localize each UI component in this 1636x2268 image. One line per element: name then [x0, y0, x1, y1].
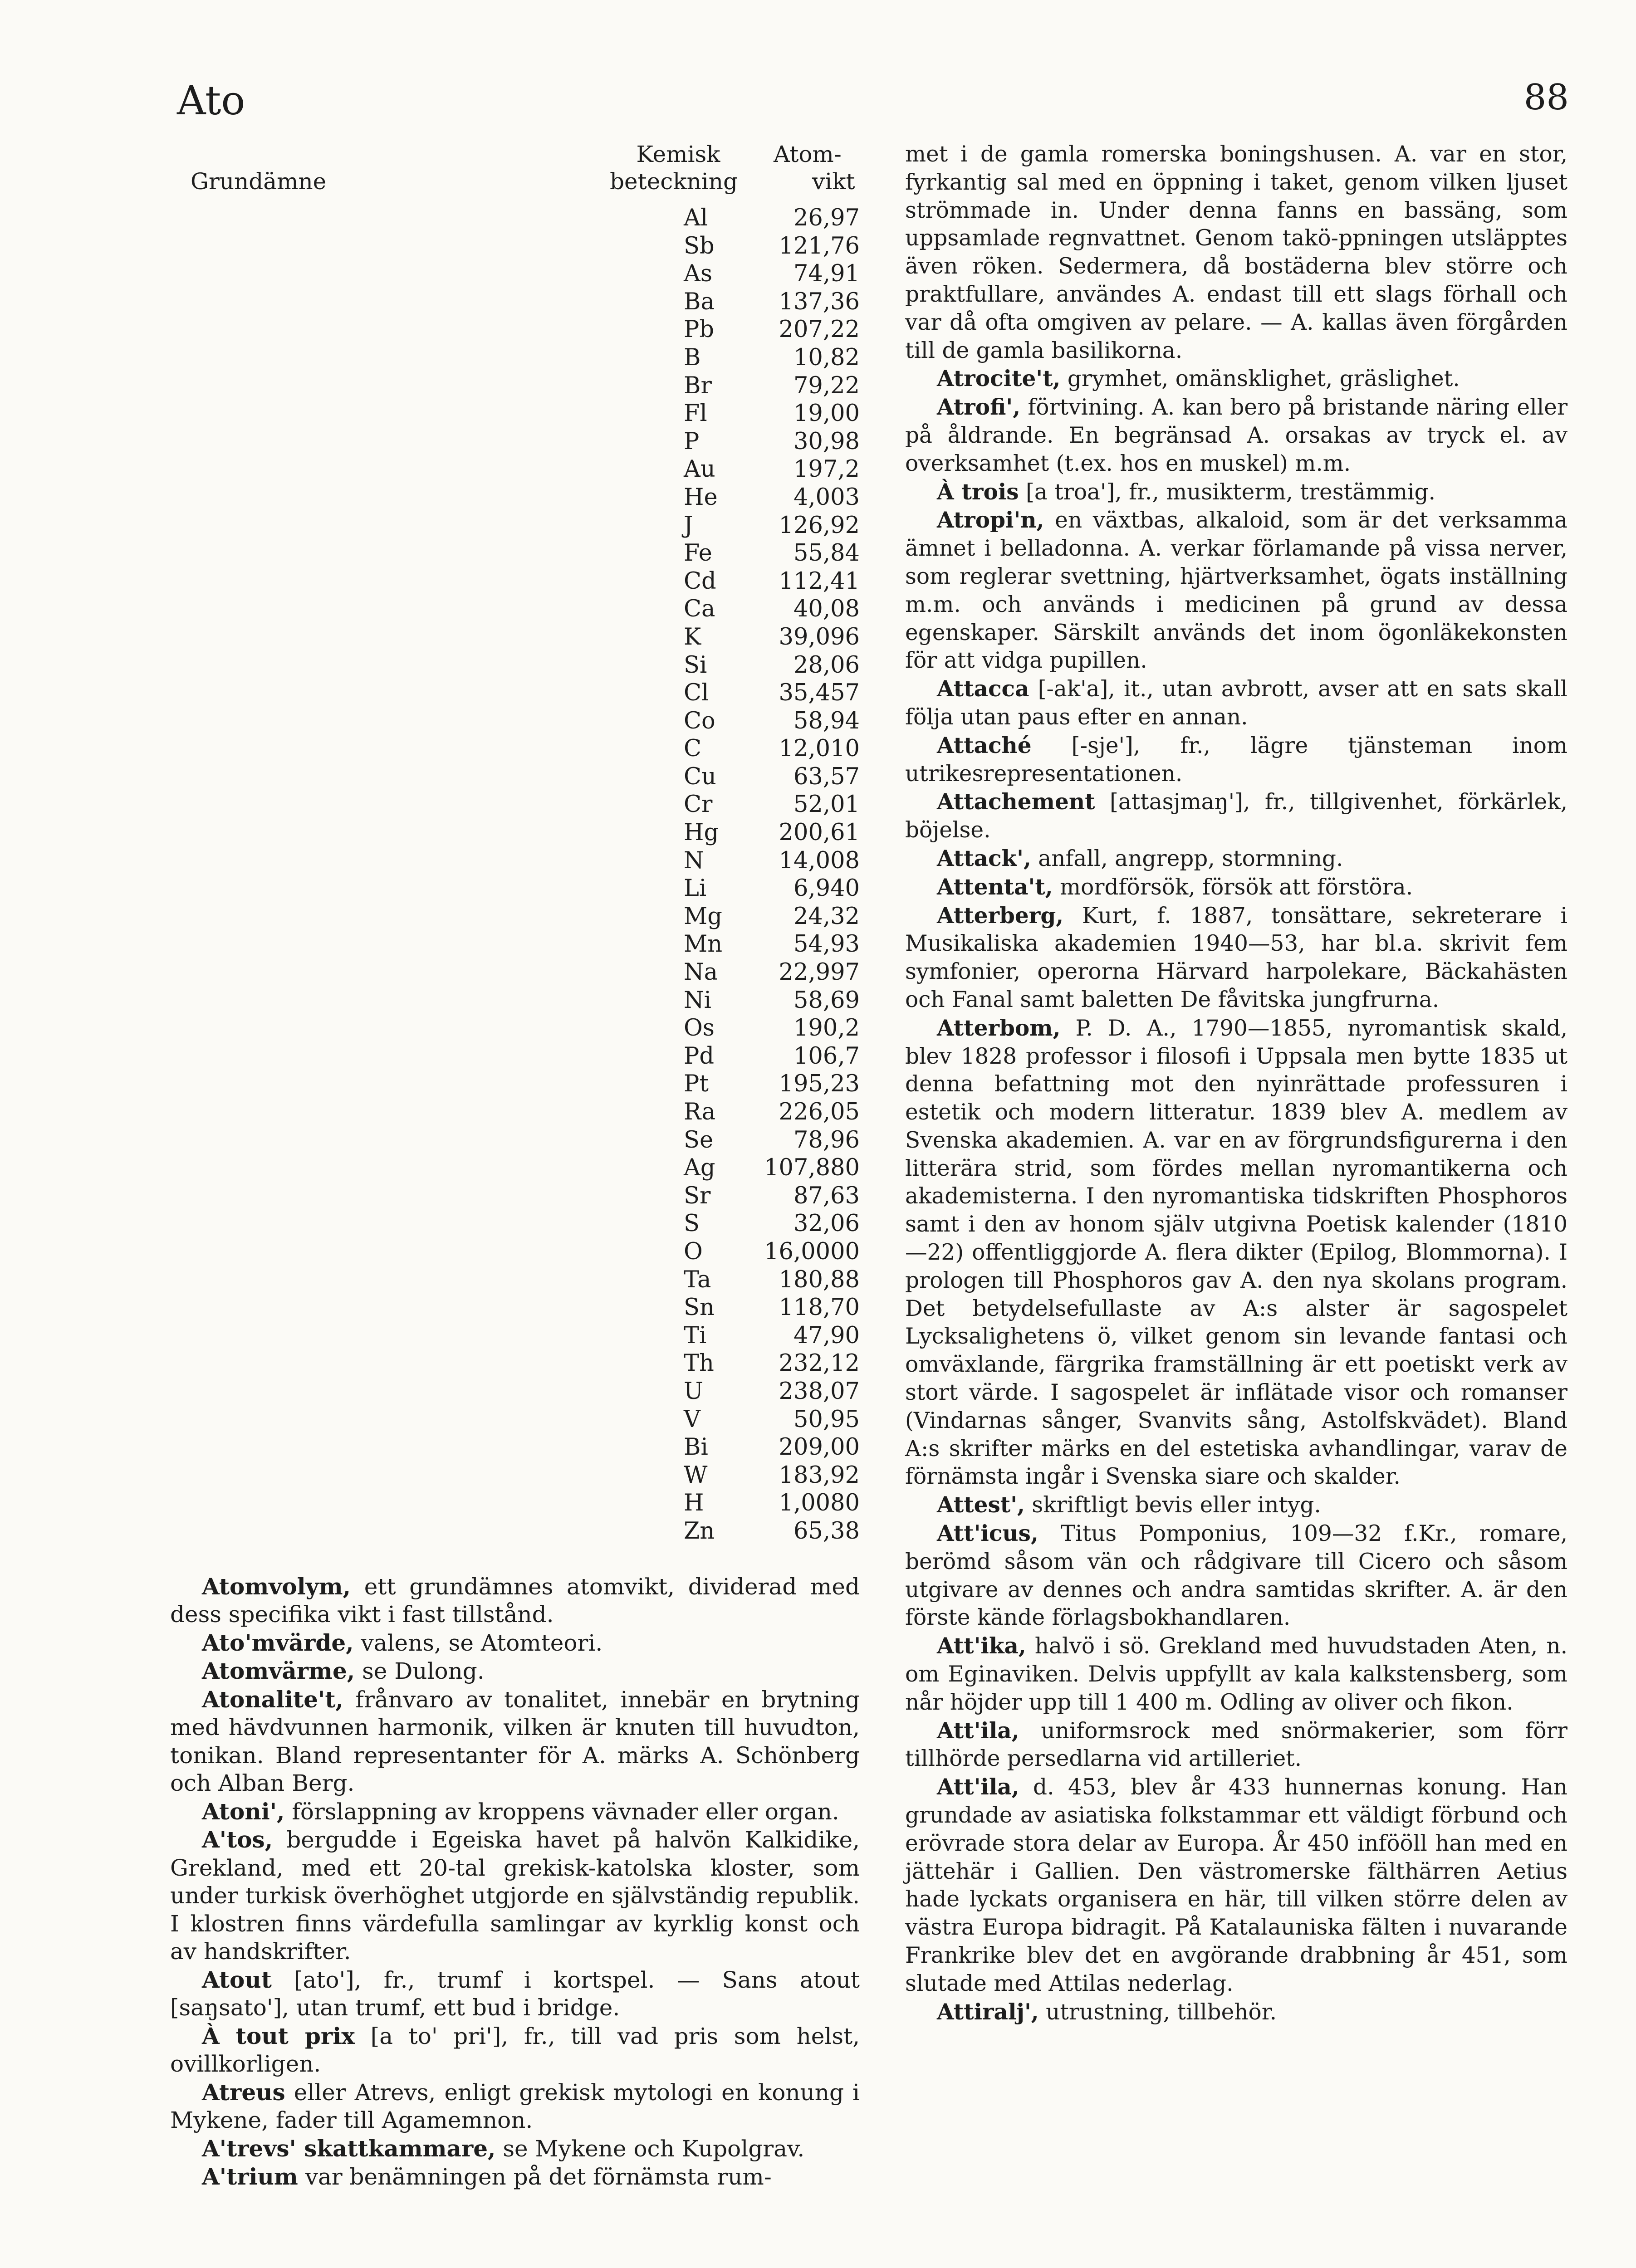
header-element: Grundämne: [191, 168, 327, 195]
table-row: [170, 679, 860, 707]
dictionary-entry: [170, 1657, 860, 1686]
element-weight: 1,0080: [779, 1490, 860, 1517]
element-weight: 32,06: [793, 1210, 860, 1237]
table-header: [170, 141, 860, 204]
table-row: [170, 1406, 860, 1434]
table-row: [170, 260, 860, 288]
element-weight: 121,76: [779, 232, 860, 259]
entry-text: förtvining. A. kan bero på bristande näring eller på åldrande. En begränsad A. orsakas av tryck el. av overksamhet (t.ex. hos en muskel) m.m.: [905, 395, 1567, 476]
element-weight: 40,08: [793, 596, 860, 623]
table-row: [170, 567, 860, 596]
element-weight: 112,41: [779, 567, 860, 595]
element-symbol: Pd: [678, 1042, 747, 1070]
table-row: [170, 1014, 860, 1042]
element-weight: 107,880: [764, 1154, 860, 1182]
element-weight: 78,96: [793, 1126, 860, 1154]
element-weight: 118,70: [779, 1294, 860, 1321]
element-weight: 47,90: [793, 1322, 860, 1349]
table-row: [170, 958, 860, 987]
element-symbol: P: [678, 428, 747, 456]
element-symbol: Sr: [678, 1182, 747, 1210]
dictionary-entry: [905, 845, 1567, 873]
entry-text: P. D. A., 1790—1855, nyromantisk skald, blev 1828 professor i filosofi i Uppsala men bytte 1835 ut denna befattning mot den nyinrättade professuren i estetik och modern litteratur. 1839 blev A. medlem av Svenska akademien. A. var en av förgrundsfigurerna i den litterära strid, som fördes mellan nyromantikerna och akademisterna. I den nyromantiska tidskriften Phosphoros samt i den av honom själv utgivna Poetisk kalender (1810—22) offentliggjorde A. flera dikter (Epilog, Blommorna). I prologen till Phosphoros gav A. den nya skolans program. Det betydelsefullaste av A:s alster är sagospelet Lycksalighetens ö, vilket genom sin levande fantasi och omväxlande, färgrika framställning är ett poetiskt verk av stort värde. I sagospelet är inflätade visor och romanser (Vindarnas sånger, Svanvits sång, Astolfskvädet). Bland A:s skrifter märks en del estetiska avhandlingar, varav de förnämsta ingår i Svenska siare och skalder.: [905, 1015, 1567, 1490]
element-table: [170, 204, 860, 1545]
entry-headword: Atterberg,: [937, 902, 1064, 929]
element-symbol: U: [678, 1378, 747, 1406]
element-weight: 79,22: [793, 372, 860, 399]
dictionary-entry: [170, 1826, 860, 1966]
element-weight: 39,096: [779, 623, 860, 650]
element-symbol: Fl: [678, 400, 747, 428]
element-symbol: Mn: [678, 930, 747, 958]
table-row: [170, 512, 860, 540]
element-symbol: Os: [678, 1014, 747, 1042]
entry-text: Titus Pomponius, 109—32 f.Kr., romare, berömd såsom vän och rådgivare till Cicero och såsom utgivare av dennes och andra samtidas skrifter. A. är den förste kände förlagsbokhandlaren.: [905, 1521, 1567, 1631]
entry-headword: Attaché: [937, 732, 1032, 758]
element-weight: 28,06: [793, 651, 860, 679]
entry-headword: Atropi'n,: [937, 507, 1044, 533]
entry-headword: Atomvolym,: [202, 1573, 351, 1600]
header-symbol-2: beteckning: [610, 168, 738, 195]
element-weight: 19,00: [793, 400, 860, 427]
entry-headword: Ato'mvärde,: [202, 1629, 354, 1656]
element-weight: 50,95: [793, 1406, 860, 1433]
entry-text: halvö i sö. Grekland med huvudstaden Aten, n. om Eginaviken. Delvis uppfyllt av kala kalkstensberg, som når höjder upp till 1 400 m. Odling av oliver och fikon.: [905, 1633, 1567, 1715]
element-symbol: Na: [678, 958, 747, 987]
element-weight: 197,2: [793, 456, 860, 483]
element-symbol: Ti: [678, 1322, 747, 1350]
table-row: [170, 1322, 860, 1350]
dictionary-entry: [905, 365, 1567, 393]
entry-text: se Dulong.: [355, 1658, 485, 1684]
dictionary-entry: [905, 675, 1567, 732]
element-symbol: Bi: [678, 1433, 747, 1461]
entry-text: [-sje'], fr., lägre tjänsteman inom utrikesrepresentationen.: [905, 733, 1567, 787]
entry-text: grymhet, omänsklighet, gräslighet.: [1060, 366, 1460, 392]
table-row: [170, 1154, 860, 1182]
element-symbol: As: [678, 260, 747, 288]
entry-text: skriftligt bevis eller intyg.: [1024, 1492, 1321, 1518]
entry-text: se Mykene och Kupolgrav.: [495, 2135, 805, 2162]
element-weight: 232,12: [779, 1350, 860, 1377]
entry-headword: Atomvärme,: [202, 1657, 355, 1684]
dictionary-entry: [170, 2022, 860, 2078]
element-weight: 14,008: [779, 847, 860, 874]
header-weight-2: vikt: [812, 168, 855, 195]
element-symbol: B: [678, 344, 747, 372]
table-row: [170, 1266, 860, 1294]
table-row: [170, 735, 860, 763]
entry-text: eller Atrevs, enligt grekisk mytologi en konung i Mykene, fader till Agamemnon.: [170, 2079, 860, 2133]
entry-headword: À tout prix: [202, 2022, 355, 2049]
table-row: [170, 623, 860, 651]
table-row: [170, 1489, 860, 1517]
element-symbol: H: [678, 1489, 747, 1517]
element-symbol: W: [678, 1461, 747, 1490]
table-row: [170, 1238, 860, 1266]
table-row: [170, 651, 860, 679]
element-symbol: J: [678, 512, 747, 540]
dictionary-entry: [905, 788, 1567, 845]
table-row: [170, 1517, 860, 1545]
entry-headword: Att'ila,: [937, 1774, 1019, 1800]
element-weight: 16,0000: [764, 1238, 860, 1265]
entry-headword: Atonalite't,: [202, 1686, 343, 1713]
element-weight: 35,457: [779, 679, 860, 707]
element-symbol: Cr: [678, 791, 747, 819]
element-weight: 6,940: [793, 875, 860, 902]
element-symbol: Ba: [678, 288, 747, 316]
table-row: [170, 595, 860, 623]
entry-text: uniformsrock med snörmakerier, som förr tillhörde persedlarna vid artilleriet.: [905, 1718, 1567, 1772]
table-row: [170, 316, 860, 344]
table-row: [170, 232, 860, 260]
dictionary-entry: [905, 1014, 1567, 1491]
entry-text: valens, se Atomteori.: [353, 1629, 603, 1656]
element-symbol: Mg: [678, 903, 747, 931]
element-weight: 87,63: [793, 1182, 860, 1209]
table-row: [170, 791, 860, 819]
entry-headword: Atrocite't,: [937, 366, 1061, 392]
table-row: [170, 428, 860, 456]
element-weight: 190,2: [793, 1015, 860, 1042]
dictionary-entry: [170, 2078, 860, 2135]
element-symbol: Co: [678, 707, 747, 735]
entry-headword: Atreus: [202, 2078, 285, 2106]
entry-headword: Attacca: [937, 676, 1029, 702]
element-symbol: Cd: [678, 567, 747, 596]
table-row: [170, 372, 860, 400]
element-weight: 22,997: [779, 959, 860, 986]
dictionary-entry: [905, 1717, 1567, 1774]
element-weight: 207,22: [779, 316, 860, 343]
table-row: [170, 455, 860, 484]
element-symbol: Ni: [678, 987, 747, 1015]
element-weight: 65,38: [793, 1517, 860, 1545]
entry-headword: A'tos,: [202, 1826, 273, 1853]
element-weight: 209,00: [779, 1434, 860, 1461]
element-weight: 54,93: [793, 931, 860, 958]
dictionary-entry: [170, 1966, 860, 2022]
element-symbol: K: [678, 623, 747, 651]
table-row: [170, 1126, 860, 1154]
dictionary-entry: [905, 902, 1567, 1014]
element-weight: 126,92: [779, 512, 860, 539]
element-weight: 180,88: [779, 1266, 860, 1293]
table-row: [170, 1070, 860, 1098]
dictionary-entry: [170, 1629, 860, 1657]
entry-headword: À trois: [937, 479, 1019, 505]
element-symbol: Ca: [678, 595, 747, 623]
element-symbol: Pb: [678, 316, 747, 344]
table-row: [170, 1098, 860, 1126]
table-row: [170, 903, 860, 931]
entry-headword: Attest',: [937, 1492, 1025, 1518]
entry-headword: Attack',: [937, 845, 1031, 871]
table-row: [170, 707, 860, 735]
entry-text: en växtbas, alkaloid, som är det verksamma ämnet i belladonna. A. verkar förlamande på vissa nerver, som reglerar svettning, hjärtverksamhet, ögats inställning m.m. och används i medicinen på grund av dessa egenskaper. Särskilt används det inom ögonläkekonsten för att vidga pupillen.: [905, 508, 1567, 674]
dictionary-entry: [905, 1998, 1567, 2027]
element-weight: 30,98: [793, 428, 860, 455]
element-symbol: Br: [678, 372, 747, 400]
element-symbol: Sb: [678, 232, 747, 260]
element-symbol: Si: [678, 651, 747, 679]
dictionary-entry: [170, 2135, 860, 2163]
dictionary-entry: [905, 1773, 1567, 1998]
table-row: [170, 400, 860, 428]
entry-text: d. 453, blev år 433 hunnernas konung. Han grundade av asiatiska folkstammar ett väldigt förbund och erövrade stora delar av Europa. År 450 infööll han med en jättehär i Gallien. Den västromerske fälthärren Aetius hade lyckats organisera en här, till vilken större delen av västra Europa bidragit. På Katalauniska fälten i nuvarande Frankrike blev det en avgörande drabbning år 451, som slutade med Attilas nederlag.: [905, 1774, 1567, 1996]
element-symbol: Cu: [678, 763, 747, 791]
entry-text: mordförsök, försök att förstöra.: [1053, 874, 1413, 900]
table-row: [170, 1461, 860, 1490]
entry-text: ett grundämnes atomvikt, dividerad med dess specifika vikt i fast tillstånd.: [170, 1573, 860, 1628]
table-row: [170, 987, 860, 1015]
table-row: [170, 763, 860, 791]
table-row: [170, 1433, 860, 1461]
entry-text: [a troa'], fr., musikterm, trestämmig.: [1019, 479, 1436, 505]
table-row: [170, 930, 860, 958]
table-row: [170, 847, 860, 875]
element-weight: 74,91: [793, 260, 860, 288]
table-row: [170, 539, 860, 567]
guide-word: Ato: [177, 77, 245, 124]
table-row: [170, 288, 860, 316]
table-row: [170, 1042, 860, 1070]
entry-headword: Att'ila,: [937, 1717, 1019, 1744]
element-symbol: Hg: [678, 819, 747, 847]
dictionary-entry: [905, 393, 1567, 478]
table-row: [170, 1210, 860, 1238]
table-row: [170, 819, 860, 847]
table-row: [170, 1349, 860, 1378]
element-symbol: Al: [678, 204, 747, 232]
dictionary-entry: [905, 732, 1567, 788]
entry-headword: Attenta't,: [937, 874, 1053, 900]
element-symbol: Zn: [678, 1517, 747, 1545]
element-weight: 12,010: [779, 735, 860, 763]
element-symbol: Ag: [678, 1154, 747, 1182]
element-weight: 55,84: [793, 540, 860, 567]
entry-text: [ato'], fr., trumf i kortspel. — Sans atout [saŋsato'], utan trumf, ett bud i bridge.: [170, 1966, 860, 2021]
element-weight: 58,94: [793, 707, 860, 734]
element-symbol: O: [678, 1238, 747, 1266]
table-row: [170, 484, 860, 512]
entry-headword: Att'ika,: [937, 1633, 1026, 1659]
entry-text: utrustning, tillbehör.: [1038, 1999, 1277, 2025]
element-weight: 10,82: [793, 344, 860, 371]
table-row: [170, 344, 860, 372]
header-weight-1: Atom-: [774, 141, 842, 167]
page-number: 88: [1523, 77, 1569, 118]
dictionary-entry: [905, 1520, 1567, 1632]
element-symbol: He: [678, 484, 747, 512]
entry-headword: Atoni',: [202, 1798, 285, 1825]
element-weight: 52,01: [793, 791, 860, 818]
element-symbol: Li: [678, 875, 747, 903]
element-symbol: Ra: [678, 1098, 747, 1126]
element-symbol: C: [678, 735, 747, 763]
dictionary-entry: [905, 873, 1567, 902]
entry-headword: Attiralj',: [937, 1999, 1039, 2025]
element-weight: 4,003: [793, 484, 860, 511]
entry-headword: A'trevs' skattkammare,: [202, 2135, 496, 2162]
element-weight: 63,57: [793, 763, 860, 790]
element-symbol: N: [678, 847, 747, 875]
dictionary-entry: [905, 1491, 1567, 1520]
entry-headword: Attachement: [937, 789, 1095, 815]
dictionary-entry: [905, 1632, 1567, 1716]
element-weight: 137,36: [779, 288, 860, 315]
entry-headword: A'trium: [202, 2163, 298, 2190]
dictionary-entry: [170, 2163, 860, 2191]
element-weight: 195,23: [779, 1070, 860, 1098]
dictionary-entry: [170, 1573, 860, 1629]
entry-text: anfall, angrepp, stormning.: [1031, 846, 1343, 871]
entry-headword: Att'icus,: [937, 1520, 1038, 1547]
left-column: [170, 141, 860, 2191]
table-row: [170, 875, 860, 903]
table-row: [170, 204, 860, 232]
dictionary-entry: [170, 1798, 860, 1826]
element-weight: 183,92: [779, 1461, 860, 1489]
entry-headword: Atrofi',: [937, 394, 1021, 420]
element-symbol: Se: [678, 1126, 747, 1154]
element-symbol: Sn: [678, 1294, 747, 1322]
header-symbol-1: Kemisk: [636, 141, 720, 167]
element-symbol: Pt: [678, 1070, 747, 1098]
table-row: [170, 1182, 860, 1210]
right-column: [905, 141, 1567, 2026]
dictionary-entry: [905, 478, 1567, 507]
element-weight: 226,05: [779, 1099, 860, 1125]
element-weight: 58,69: [793, 987, 860, 1014]
element-symbol: Au: [678, 455, 747, 484]
element-weight: 24,32: [793, 903, 860, 930]
right-entries: [905, 365, 1567, 2026]
element-symbol: V: [678, 1406, 747, 1434]
table-row: [170, 1378, 860, 1406]
element-weight: 26,97: [793, 205, 860, 231]
entry-text: [attasjmaŋ'], fr., tillgivenhet, förkärlek, böjelse.: [905, 789, 1567, 843]
entry-text: förslappning av kroppens vävnader eller organ.: [284, 1798, 839, 1825]
table-row: [170, 1294, 860, 1322]
page-header: [0, 68, 1636, 127]
entry-text: [a to' pri'], fr., till vad pris som helst, ovillkorligen.: [170, 2023, 860, 2077]
element-symbol: Th: [678, 1349, 747, 1378]
entry-headword: Atterbom,: [937, 1015, 1061, 1041]
atrium-continuation: met i de gamla romerska boningshusen. A. var en stor, fyrkantig sal med en öppning i taket, genom vilken ljuset strömmade in. Under denna fanns en bassäng, som uppsamlade regnvattnet. Genom takö-ppningen utsläpptes även röken. Sedermera, då bostäderna blev större och praktfullare, användes A. endast till ett slags förhall och var då ofta omgiven av pelare. — A. kallas även förgården till de gamla basilikorna.: [905, 142, 1567, 363]
element-weight: 106,7: [793, 1042, 860, 1070]
element-symbol: Cl: [678, 679, 747, 707]
element-symbol: S: [678, 1210, 747, 1238]
entry-text: Kurt, f. 1887, tonsättare, sekreterare i Musikaliska akademien 1940—53, har bl.a. skrivit fem symfonier, operorna Härvard harpolekare, Bäckahästen och Fanal samt baletten De fåvitska jungfrurna.: [905, 903, 1567, 1012]
element-symbol: Fe: [678, 539, 747, 567]
element-symbol: Ta: [678, 1266, 747, 1294]
entry-text: [-ak'a], it., utan avbrott, avser att en sats skall följa utan paus efter en annan.: [905, 676, 1567, 730]
element-weight: 200,61: [779, 819, 860, 846]
entry-headword: Atout: [202, 1966, 272, 1993]
left-entries: [170, 1573, 860, 2191]
element-weight: 238,07: [779, 1378, 860, 1405]
entry-text: frånvaro av tonalitet, innebär en brytning med hävdvunnen harmonik, vilken är knuten till huvudton, tonikan. Bland representanter för A. märks A. Schönberg och Alban Berg.: [170, 1686, 860, 1796]
dictionary-entry: [170, 1686, 860, 1798]
dictionary-entry: [905, 506, 1567, 675]
entry-text: bergudde i Egeiska havet på halvön Kalkidike, Grekland, med ett 20-tal grekisk-katolska kloster, som under turkisk överhöghet utgjorde en självständig republik. I klostren finns värdefulla samlingar av kyrklig konst och av handskrifter.: [170, 1827, 860, 1965]
entry-text: var benämningen på det förnämsta rum-: [298, 2164, 772, 2190]
